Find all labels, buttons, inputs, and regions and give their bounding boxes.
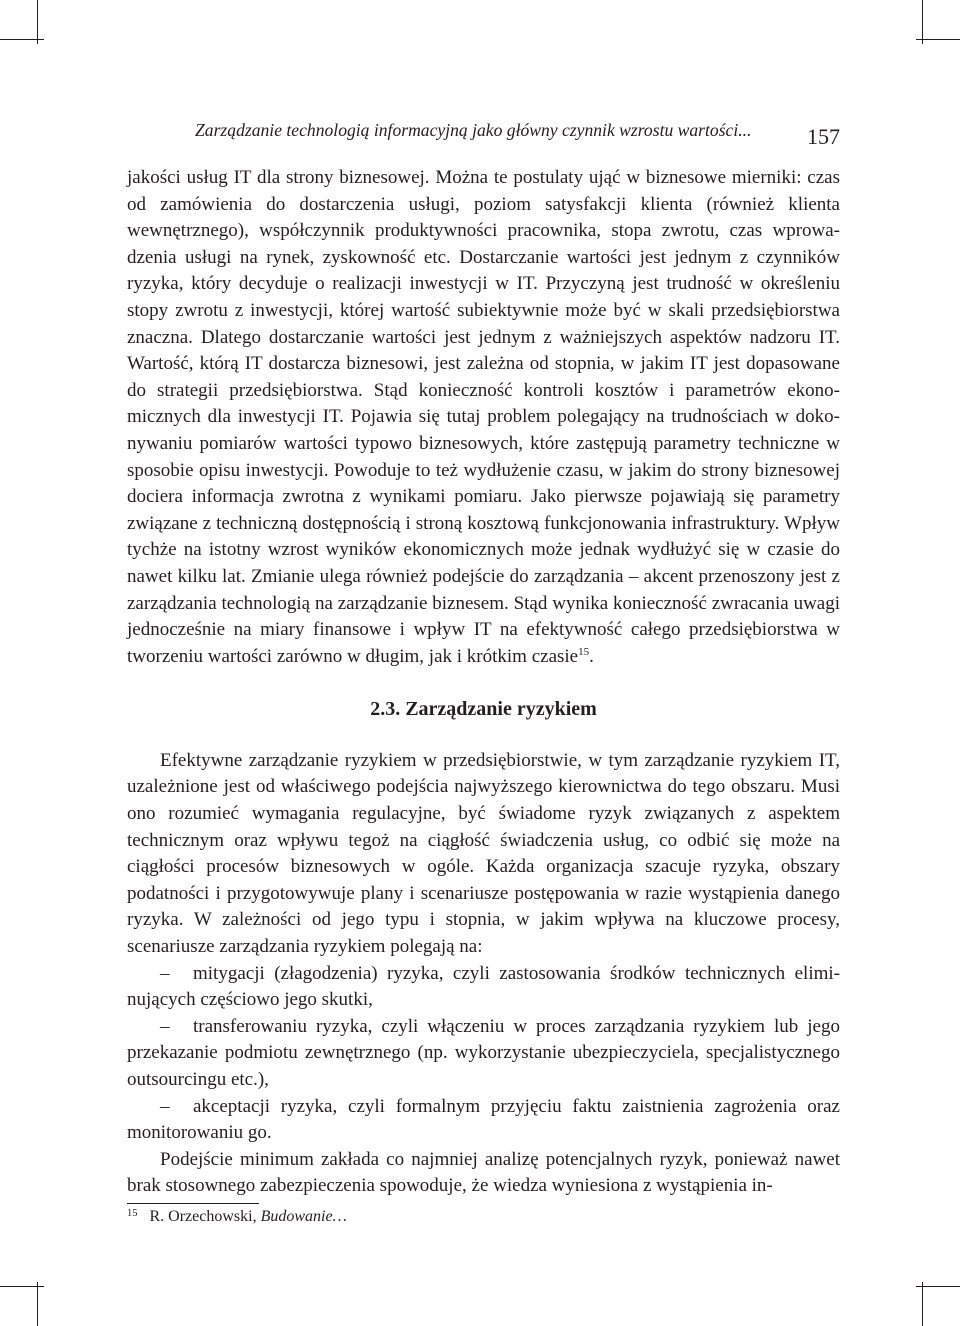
running-title: Zarządzanie technologią informacyjną jako główny czynnik wzrostu wartości... xyxy=(195,120,752,140)
crop-mark xyxy=(922,0,923,44)
footnote-reference[interactable]: 15 xyxy=(578,645,590,658)
list-item xyxy=(127,1014,840,1094)
crop-mark xyxy=(916,1286,960,1287)
crop-mark xyxy=(922,1282,923,1326)
paragraph-2: Efektywne zarządzanie ryzykiem w przedsiębiorstwie, w tym zarządzanie ryzykiem IT, uzależnione jest od właściwego podejścia najwyższego kierownictwa do tego obszaru. Musi ono rozumieć wymagania regulacyjne, być świadome ryzyk związanych z aspektem technicznym oraz wpływu tegoż na ciągłość świadczenia usług, co odbić się może na ciągłości procesów biznesowych w ogóle. Każda organizacja szacuje ryzyka, obszary podatności i przygotowywuje plany i scenariusze postępowania w razie wystąpienia danego ryzyka. W zależności od jego typu i stopnia, w jakim wpływa na kluczowe procesy, scenariusze zarządzania ryzykiem polegają na: xyxy=(127,749,840,958)
text-column xyxy=(127,165,840,1200)
list-dash: – xyxy=(160,962,170,984)
paragraph-1-text: jakości usług IT dla strony biznesowej. Można te postulaty ująć w biznesowe mierniki: czas od zamówienia do dostarczenia usługi, poziom satysfakcji klienta (również klienta wewnętrznego), współczynnik produktywności pracownika, stopa zwrotu, czas wprowadzenia usługi na rynek, zyskowność etc. Dostarczanie wartości jest jednym z czynników ryzyka, który decyduje o realizacji inwestycji w IT. Przyczyną jest trudność w określeniu stopy zwrotu z inwestycji, której wartość subiektywnie może być w skali przedsiębiorstwa znaczna. Dlatego dostarczanie wartości jest jednym z ważniejszych aspektów nadzoru IT. Wartość, którą IT dostarcza biznesowi, jest zależna od stopnia, w jakim IT jest dopasowane do strategii przedsiębiorstwa. Stąd konieczność kontroli kosztów i parametrów ekonomicznych dla inwestycji IT. Pojawia się tutaj problem polegający na trudnościach w dokonywaniu pomiarów wartości typowo biznesowych, które zastępują parametry techniczne w sposobie opisu inwestycji. Powoduje to też wydłużenie czasu, w jakim do strony biznesowej dociera informacja zwrotna z wynikami pomiaru. Jako pierwsze pojawiają się parametry związane z techniczną dostępnością i stroną kosztową funkcjonowania infrastruktury. Wpływ tychże na istotny wzrost wyników ekonomicznych może jednak wydłużyć się w czasie do nawet kilku lat. Zmianie ulega również podejście do zarządzania – akcent przenoszony jest z zarządzania technologią na zarządzanie biznesem. Stąd wynika konieczność zwracania uwagi jednocześnie na miary finansowe i wpływ IT na efektywność całego przedsiębiorstwa w tworzeniu wartości zarówno w długim, jak i krótkim czasie xyxy=(127,167,840,667)
crop-mark xyxy=(916,39,960,40)
footnote xyxy=(127,1208,347,1226)
paragraph-3: Podejście minimum zakłada co najmniej analizę potencjalnych ryzyk, ponieważ nawet brak stosownego zabezpieczenia spowoduje, że wiedza wyniesiona z wystąpienia in- xyxy=(127,1148,840,1197)
page-number: 157 xyxy=(807,124,840,149)
list-item-text: transferowaniu ryzyka, czyli włączeniu w proces zarządzania ryzykiem lub jego przekazanie podmiotu zewnętrznego (np. wykorzystanie ubezpieczyciela, specjalistycznego outsourcingu etc.), xyxy=(127,1015,840,1090)
crop-mark xyxy=(37,1282,38,1326)
footnote-author: R. Orzechowski, xyxy=(149,1208,261,1225)
crop-mark xyxy=(0,39,44,40)
page-header xyxy=(127,112,840,152)
section-heading: 2.3. Zarządzanie ryzykiem xyxy=(370,698,597,721)
footnote-mark: 15 xyxy=(127,1208,138,1219)
footnote-rule xyxy=(127,1203,259,1204)
paragraph-1 xyxy=(127,165,840,670)
list-dash: – xyxy=(160,1015,170,1037)
crop-mark xyxy=(37,0,38,44)
footnote-title: Budowanie… xyxy=(260,1208,347,1225)
list-item xyxy=(127,1094,840,1147)
paragraph-1-end: . xyxy=(589,645,594,667)
crop-mark xyxy=(0,1286,44,1287)
list-item-text: mitygacji (złagodzenia) ryzyka, czyli zastosowania środków technicznych eliminujących częściowo jego skutki, xyxy=(127,962,840,1011)
list-item xyxy=(127,961,840,1014)
list-item-text: akceptacji ryzyka, czyli formalnym przyjęciu faktu zaistnienia zagrożenia oraz monitorowaniu go. xyxy=(127,1095,840,1144)
list-dash: – xyxy=(160,1095,170,1117)
